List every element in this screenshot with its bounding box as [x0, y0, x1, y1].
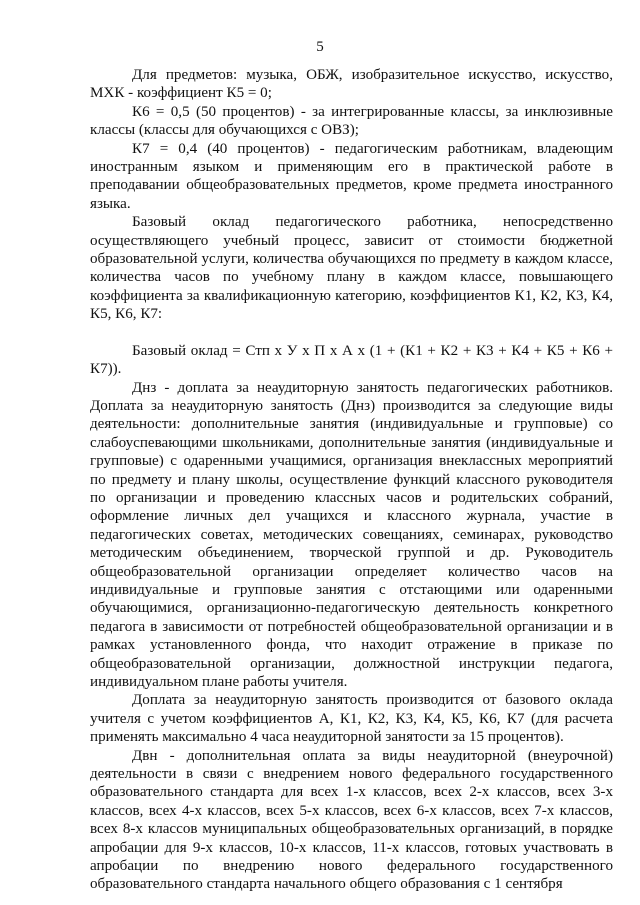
paragraph-k6: К6 = 0,5 (50 процентов) - за интегрированные классы, за инклюзивные классы (классы для обучающихся с ОВЗ); [90, 103, 613, 139]
paragraph-formula: Базовый оклад = Стп х У х П х А х (1 + (К1 + К2 + К3 + К4 + К5 + К6 + К7)). [90, 342, 613, 378]
paragraph-dnz-calculation: Доплата за неаудиторную занятость производится от базового оклада учителя с учетом коэффициентов А, К1, К2, К3, К4, К5, К6, К7 (для расчета применять максимально 4 часа неаудиторной занятости за 15 процентов). [90, 692, 613, 746]
paragraph-dnz: Днз - доплата за неаудиторную занятость педагогических работников. Доплата за неаудиторную занятость (Днз) производится за следующие виды деятельности: дополнительные занятия (индивидуальные и групповые) со слабоуспевающими школьниками, дополнительные занятия (индивидуальные и групповые) с одаренными учащимися, организация внеклассных мероприятий по предмету и плану школы, осуществление функций классного руководителя по организации и проведению классных часов и родительских собраний, оформление личных дел учащихся и классного журнала, участие в педагогических советах, методических совещаниях, семинарах, руководство методическим объединением, творческой группой и др. Руководитель общеобразовательной организации определяет количество часов на индивидуальные и групповые занятия с отстающими или одаренными обучающимися, организационно-педагогическую деятельность конкретного педагога в зависимости от потребностей общеобразовательной организации и в рамках установленного фонда, что находит отражение в приказе по общеобразовательной организации, должностной инструкции педагога, индивидуальном плане работы учителя. [90, 379, 613, 690]
paragraph-base-salary: Базовый оклад педагогического работника, непосредственно осуществляющего учебный процесс, зависит от стоимости бюджетной образовательной услуги, количества обучающихся по предмету в каждом классе, количества часов по учебному плану в каждом классе, повышающего коэффициента за квалификационную категорию, коэффициентов К1, К2, К3, К4, К5, К6, К7: [90, 214, 613, 323]
page-number: 5 [316, 39, 324, 55]
paragraph-k5: Для предметов: музыка, ОБЖ, изобразительное искусство, искусство, МХК - коэффициент К5 = 0; [90, 67, 613, 102]
paragraph-dvn: Двн - дополнительная оплата за виды неаудиторной (внеурочной) деятельности в связи с внедрением нового федерального государственного образовательного стандарта для всех 1-х классов, всех 2-х классов, всех 3-х классов, всех 4-х классов, всех 5-х классов, всех 6-х классов, всех 7-х классов, всех 8-х классов муниципальных общеобразовательных организаций, в порядке апробации для 9-х классов, 10-х классов, 11-х классов, готовых участвовать в апробации по внедрению нового федерального государственного образовательного стандарта начального общего образования с 1 сентября [90, 747, 613, 893]
paragraph-k7: К7 = 0,4 (40 процентов) - педагогическим работникам, владеющим иностранным языком и применяющим его в практической работе в преподавании общеобразовательных предметов, кроме предмета иностранного языка. [90, 140, 613, 212]
document-body [90, 66, 613, 894]
